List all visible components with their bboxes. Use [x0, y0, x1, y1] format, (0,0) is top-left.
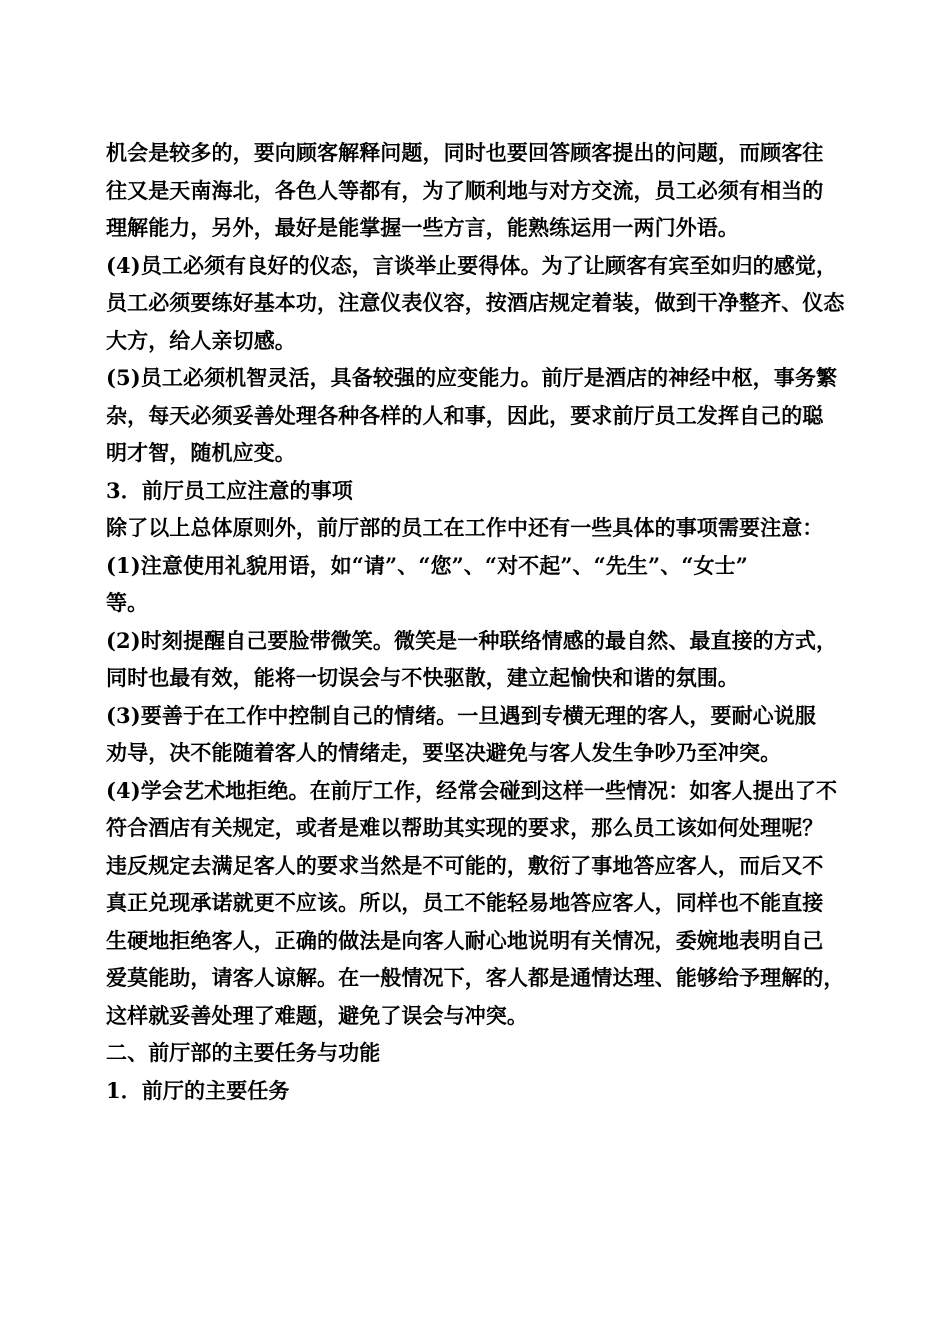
text-line: (5)员工必须机智灵活，具备较强的应变能力。前厅是酒店的神经中枢，事务繁	[106, 365, 838, 390]
section-heading: 1．前厅的主要任务	[106, 1077, 290, 1103]
text-line: 真正兑现承诺就更不应该。所以，员工不能轻易地答应客人，同样也不能直接	[106, 890, 824, 915]
text-line: 生硬地拒绝客人，正确的做法是向客人耐心地说明有关情况，委婉地表明自己	[106, 927, 824, 953]
text-line: 同时也最有效，能将一切误会与不快驱散，建立起愉快和谐的氛围。	[106, 665, 739, 690]
text-line: 违反规定去满足客人的要求当然是不可能的，敷衍了事地答应客人，而后又不	[106, 852, 824, 878]
section-heading: 3．前厅员工应注意的事项	[106, 477, 353, 503]
text-line: 除了以上总体原则外，前厅部的员工在工作中还有一些具体的事项需要注意：	[106, 515, 824, 540]
text-line: 员工必须要练好基本功，注意仪表仪容，按酒店规定着装，做到干净整齐、仪态	[106, 290, 845, 315]
text-line: (2)时刻提醒自己要脸带微笑。微笑是一种联络情感的最自然、最直接的方式，	[106, 627, 838, 653]
text-line: 明才智，随机应变。	[106, 440, 296, 465]
text-line: 大方，给人亲切感。	[106, 327, 296, 353]
text-line: 杂，每天必须妥善处理各种各样的人和事，因此，要求前厅员工发挥自己的聪	[106, 402, 824, 428]
text-line: 往又是天南海北，各色人等都有，为了顺利地与对方交流，员工必须有相当的	[106, 177, 824, 203]
text-line: (3)要善于在工作中控制自己的情绪。一旦遇到专横无理的客人，要耐心说服	[106, 702, 816, 728]
text-line: 符合酒店有关规定，或者是难以帮助其实现的要求，那么员工该如何处理呢？	[106, 815, 824, 840]
text-line: 这样就妥善处理了难题，避免了误会与冲突。	[106, 1002, 528, 1028]
text-line: 劝导，决不能随着客人的情绪走，要坚决避免与客人发生争吵乃至冲突。	[106, 740, 782, 765]
text-line: (1)注意使用礼貌用语，如“请”、“您”、“对不起”、“先生”、“女士”	[106, 552, 748, 578]
chapter-heading: 二、前厅部的主要任务与功能	[106, 1040, 381, 1065]
document-body	[106, 134, 848, 1109]
text-line: (4)员工必须有良好的仪态，言谈举止要得体。为了让顾客有宾至如归的感觉，	[106, 252, 838, 278]
text-line: 机会是较多的，要向顾客解释问题，同时也要回答顾客提出的问题，而顾客往	[106, 140, 824, 165]
text-line: 理解能力，另外，最好是能掌握一些方言，能熟练运用一两门外语。	[106, 215, 739, 240]
text-line: 爱莫能助，请客人谅解。在一般情况下，客人都是通情达理、能够给予理解的，	[106, 965, 845, 990]
text-line: (4)学会艺术地拒绝。在前厅工作，经常会碰到这样一些情况：如客人提出了不	[106, 777, 838, 803]
text-line: 等。	[106, 590, 149, 615]
